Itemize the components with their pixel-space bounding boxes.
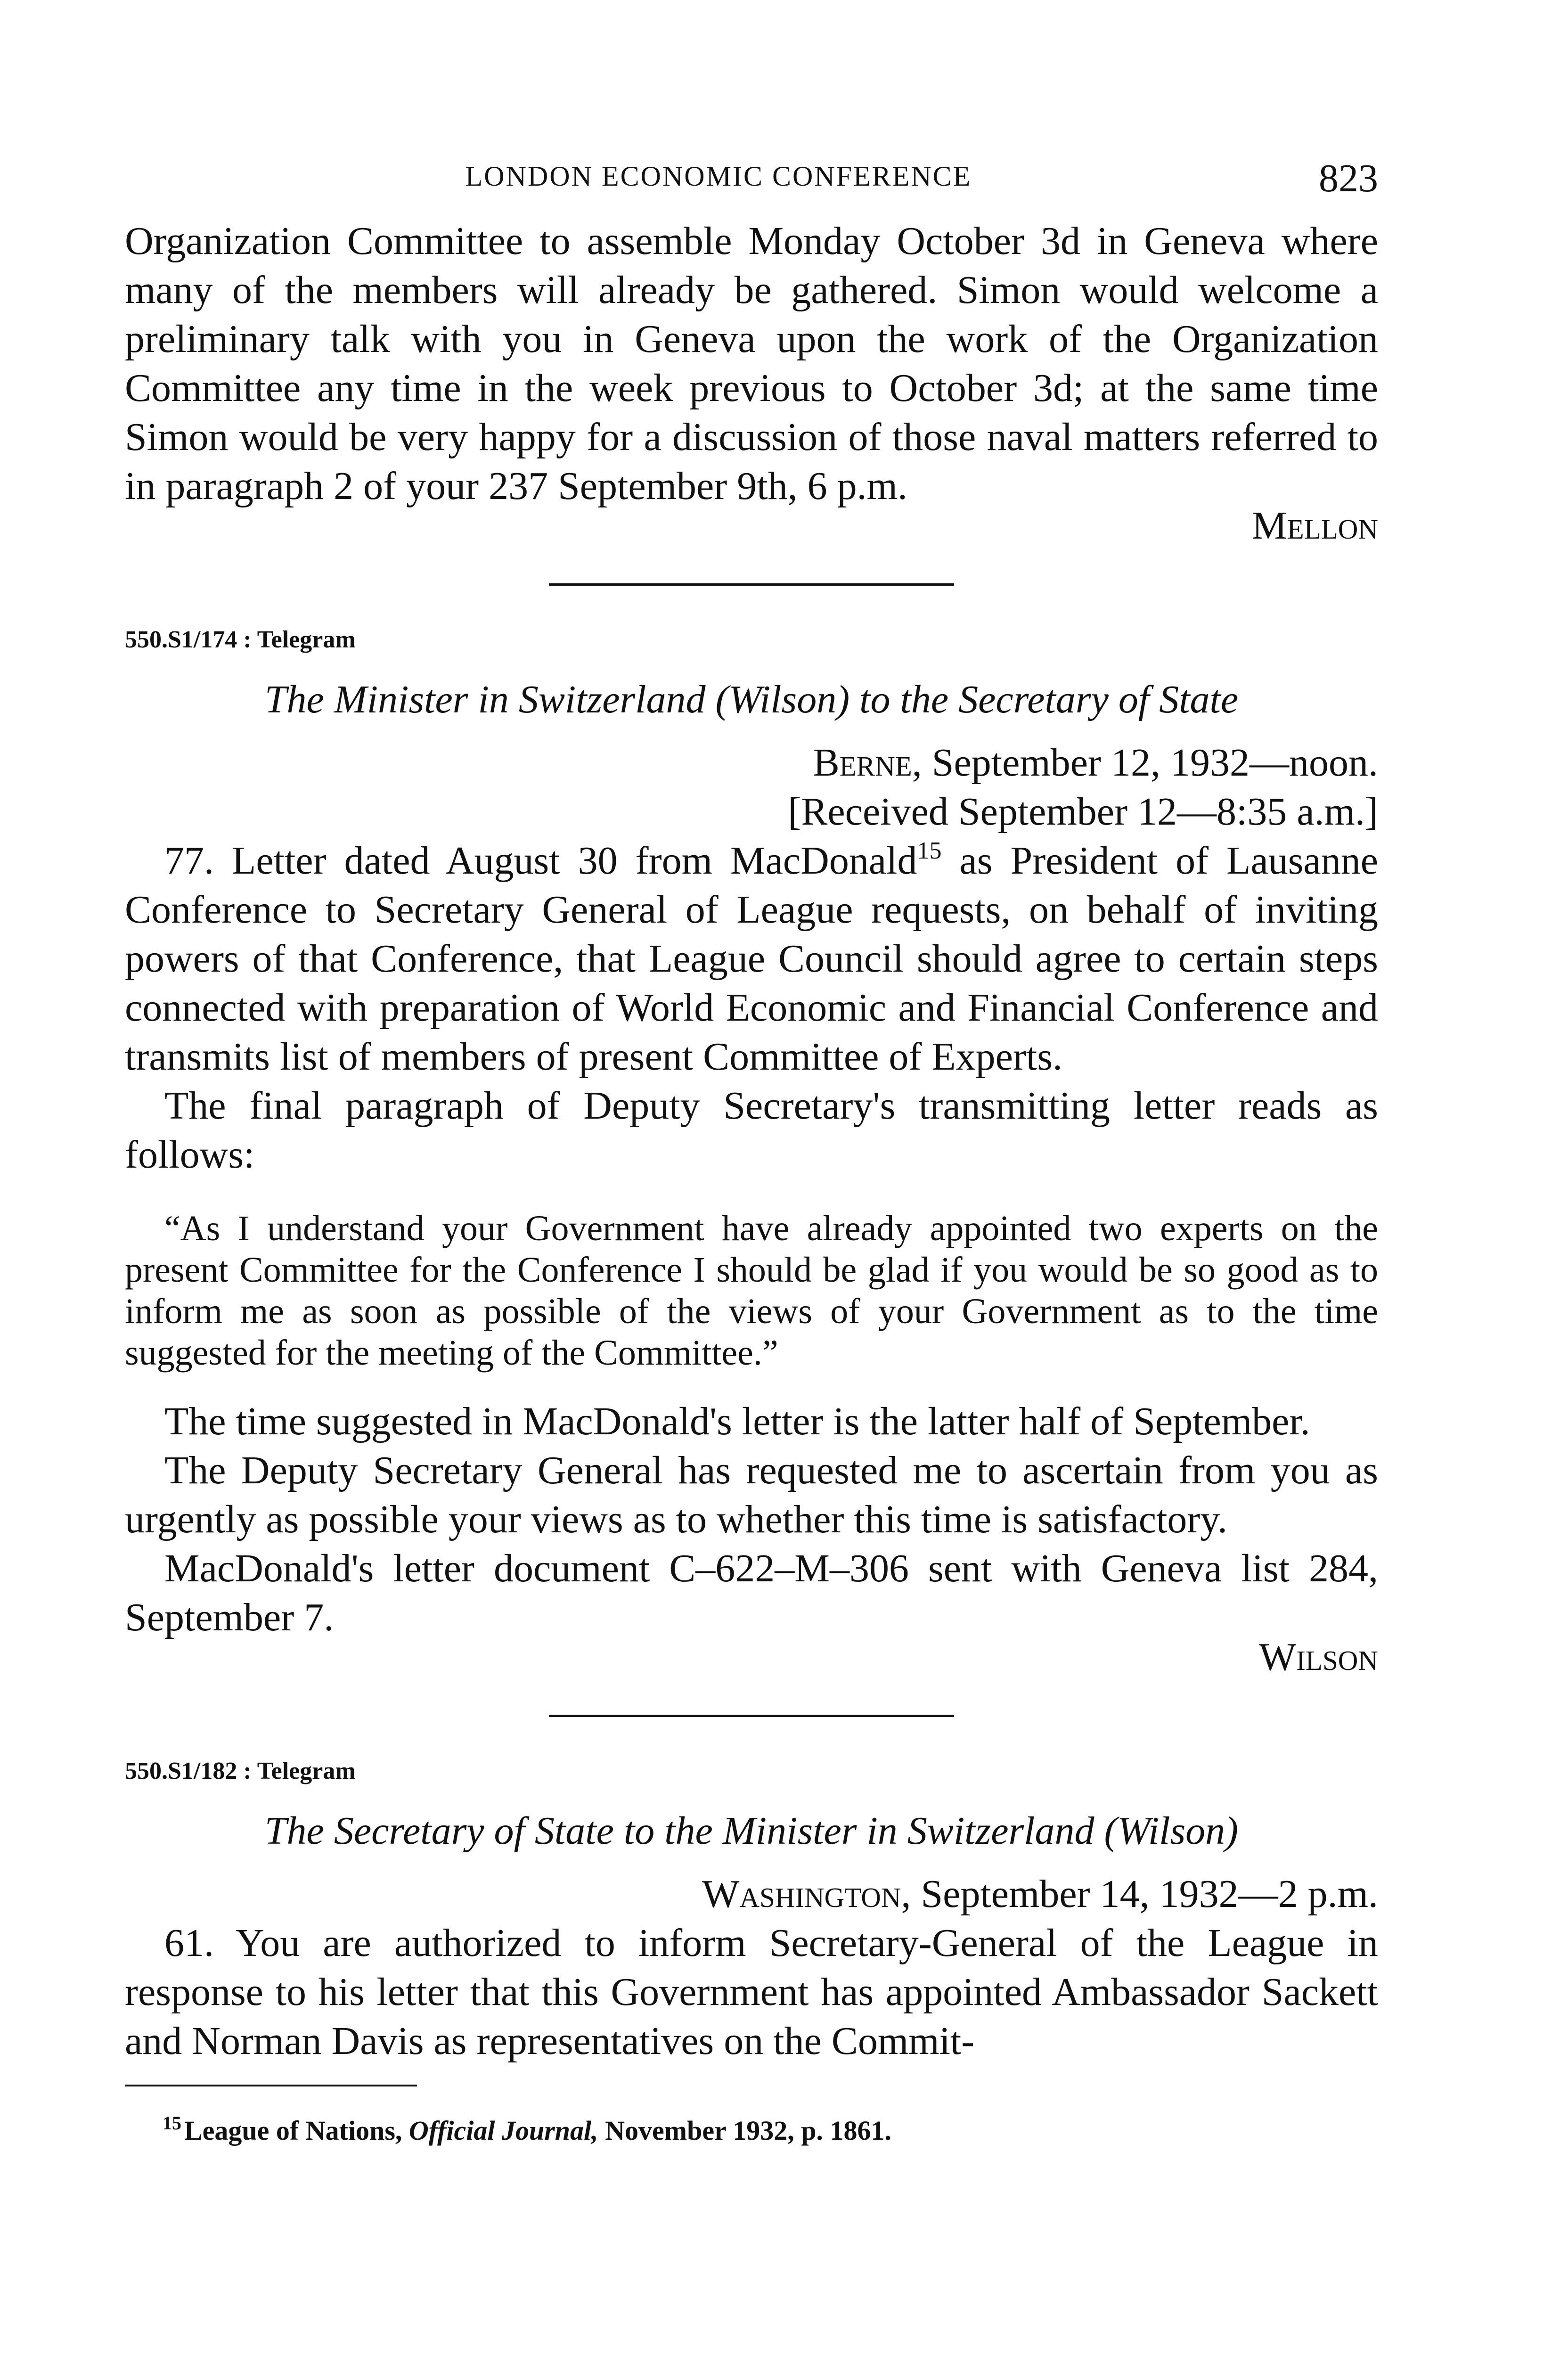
- section-divider: [549, 1715, 954, 1717]
- page-number: 823: [1319, 156, 1378, 200]
- footnote-reference[interactable]: 15: [917, 837, 942, 864]
- file-reference-2: 550.S1/182 : Telegram: [125, 1758, 356, 1784]
- paragraph: The final paragraph of Deputy Secretary's transmitting letter reads as follows:: [125, 1084, 1378, 1177]
- footnote-15: [125, 2105, 1378, 2149]
- dateline-2: [125, 1870, 1378, 1919]
- document-title-1: The Minister in Switzerland (Wilson) to the Secretary of State: [264, 678, 1239, 721]
- paragraph: MacDonald's letter document C–622–M–306 sent with Geneva list 284, September 7.: [125, 1546, 1378, 1639]
- paragraph-text: as President of Lausanne Conference to Secretary General of League requests, on behalf of inviting powers of that Conference, that League Council should agree to certain steps connected with preparation of World Economic and Financial Conference and transmits list of members of present Committee of Experts.: [125, 839, 1378, 1079]
- paragraph-text: 77. Letter dated August 30 from MacDonald: [164, 839, 917, 883]
- running-title: LONDON ECONOMIC CONFERENCE: [465, 161, 972, 192]
- block-quote: “As I understand your Government have already appointed two experts on the present Committee for the Conference I should be glad if you would be so good as to inform me as soon as possible of the views of your Government as to the time suggested for the meeting of the Committee.”: [125, 1209, 1378, 1373]
- footnote-divider: [125, 2085, 417, 2086]
- footnote-mark: 15: [163, 2112, 181, 2134]
- paragraph-61: 61. You are authorized to inform Secretary-General of the League in response to his letter that this Government has appointed Ambassador Sackett and Norman Davis as representatives on the Commit-: [125, 1921, 1378, 2063]
- document-page: [125, 155, 1378, 2149]
- running-head: [125, 155, 1378, 207]
- dateline-date: , September 12, 1932—noon.: [912, 741, 1378, 785]
- dateline-date: , September 14, 1932—2 p.m.: [901, 1872, 1378, 1916]
- received-line: [Received September 12—8:35 a.m.]: [788, 790, 1378, 834]
- footnote-journal-title: Official Journal,: [408, 2115, 598, 2146]
- section-divider: [549, 583, 954, 586]
- paragraph: The Deputy Secretary General has requested me to ascertain from you as urgently as possible your views as to whether this time is satisfactory.: [125, 1448, 1378, 1541]
- document-title-2: The Secretary of State to the Minister in Switzerland (Wilson): [264, 1809, 1239, 1853]
- dateline-place: Berne: [813, 741, 912, 785]
- file-reference-1: 550.S1/174 : Telegram: [125, 626, 356, 653]
- signature-wilson: Wilson: [1259, 1635, 1378, 1679]
- continued-paragraph: Organization Committee to assemble Monday October 3d in Geneva where many of the members will already be gathered. Simon would welcome a preliminary talk with you in Geneva upon the work of the Organization Committee any time in the week previous to October 3d; at the same time Simon would be very happy for a discussion of those naval matters referred to in paragraph 2 of your 237 September 9th, 6 p.m.: [125, 219, 1378, 508]
- paragraph-77: [125, 836, 1378, 1081]
- footnote-text: November 1932, p. 1861.: [598, 2115, 892, 2146]
- dateline-1: [125, 738, 1378, 787]
- dateline-place: Washington: [702, 1872, 901, 1916]
- footnote-text: League of Nations,: [184, 2115, 409, 2146]
- signature-mellon: Mellon: [1251, 504, 1378, 548]
- paragraph: The time suggested in MacDonald's letter is the latter half of September.: [164, 1399, 1310, 1443]
